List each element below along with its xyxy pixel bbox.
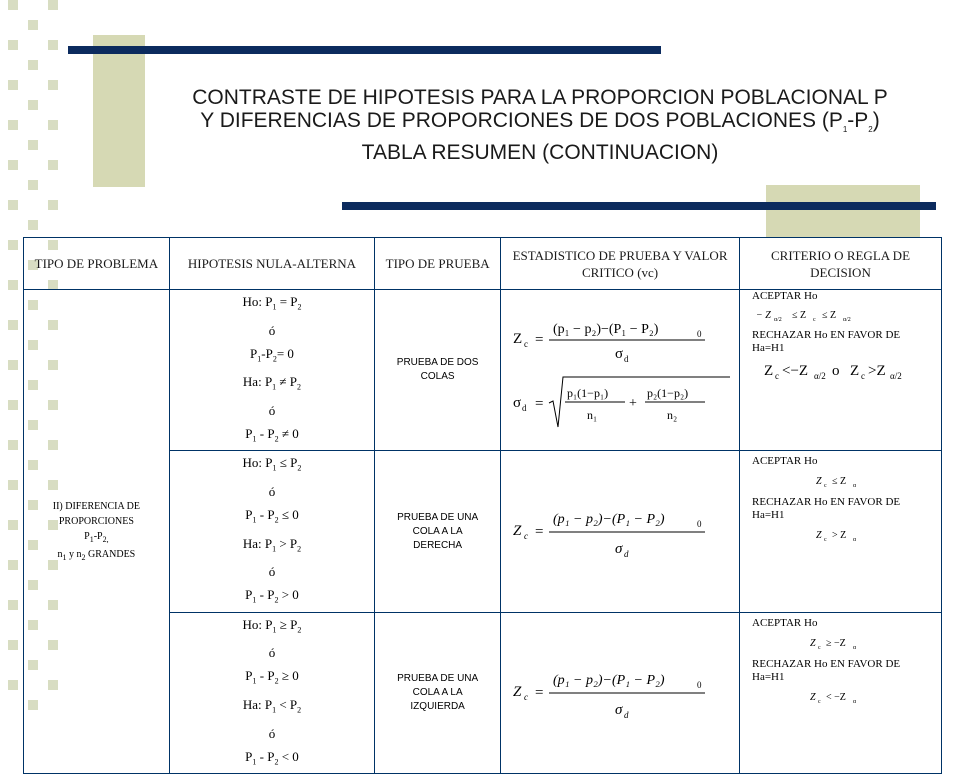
- svg-text:≤ Z: ≤ Z: [822, 310, 837, 321]
- statistic-formula-left-tail: [505, 656, 735, 726]
- hypothesis-line: ó: [268, 483, 276, 499]
- problem-line-3: $n_1$ y $n_2$ GRANDES: [57, 548, 136, 562]
- svg-text:c: c: [813, 317, 816, 323]
- strip-square: [8, 80, 18, 90]
- svg-text:c: c: [824, 483, 827, 490]
- strip-square: [8, 640, 18, 650]
- svg-text:α/2: α/2: [814, 371, 826, 381]
- strip-square: [8, 40, 18, 50]
- header-hipotesis: HIPOTESIS NULA-ALTERNA: [169, 238, 374, 290]
- svg-text:α: α: [853, 537, 857, 544]
- svg-text:(p₁ − p₂)−(P₁ − P₂): (p₁ − p₂)−(P₁ − P₂): [553, 511, 665, 527]
- strip-square: [28, 100, 38, 110]
- strip-square: [8, 480, 18, 490]
- svg-text:Z: Z: [816, 476, 822, 488]
- svg-text:α/2: α/2: [890, 371, 902, 381]
- svg-text:c: c: [524, 339, 529, 350]
- table-row: [24, 290, 942, 451]
- svg-text:< −Z: < −Z: [826, 691, 846, 703]
- strip-square: [28, 220, 38, 230]
- title-line-3: TABLA RESUMEN (CONTINUACION): [361, 141, 719, 165]
- svg-text:<−Z: <−Z: [782, 363, 809, 379]
- svg-text:Z: Z: [810, 637, 816, 649]
- svg-text:d: d: [522, 403, 527, 414]
- svg-text:n₂: n₂: [667, 408, 678, 423]
- svg-text:Z: Z: [513, 331, 523, 348]
- svg-text:o: o: [832, 363, 840, 379]
- hypothesis-line: Ha: $P_1 \ne P_2$: [242, 374, 302, 392]
- hypothesis-line: Ho: $P_1 = P_2$: [242, 294, 302, 312]
- olive-block-top: [93, 35, 145, 187]
- svg-text:p₂(1−p₂): p₂(1−p₂): [647, 386, 689, 401]
- strip-square: [8, 600, 18, 610]
- svg-text:0: 0: [697, 679, 702, 690]
- hypothesis-line: $P_1 - P_2 < 0$: [245, 748, 299, 767]
- strip-square: [8, 360, 18, 370]
- criterion-cell: [740, 612, 942, 773]
- hypothesis-line: ó: [268, 402, 276, 418]
- svg-text:Z: Z: [764, 363, 774, 379]
- svg-text:σ: σ: [615, 701, 623, 718]
- statistic-cell: [501, 451, 740, 612]
- svg-text:c: c: [775, 371, 780, 381]
- svg-text:σ: σ: [615, 346, 624, 363]
- svg-text:n₁: n₁: [587, 408, 598, 423]
- hypotheses-cell: [169, 290, 374, 451]
- strip-square: [28, 140, 38, 150]
- svg-text:α: α: [853, 483, 857, 490]
- header-tipo-problema: TIPO DE PROBLEMA: [24, 238, 170, 290]
- strip-square: [8, 240, 18, 250]
- navy-bar-top: [68, 46, 661, 54]
- accept-condition: [752, 468, 932, 492]
- header-criterio: CRITERIO O REGLA DE DECISION: [740, 238, 942, 290]
- svg-text:Z: Z: [513, 522, 522, 539]
- svg-text:=: =: [535, 684, 544, 701]
- svg-text:c: c: [524, 691, 529, 702]
- test-type-cell: PRUEBA DE DOS COLAS: [375, 290, 501, 451]
- strip-square: [8, 520, 18, 530]
- hypothesis-line: ó: [268, 564, 276, 580]
- svg-text:(p₁ − p₂)−(P₁ − P₂): (p₁ − p₂)−(P₁ − P₂): [553, 322, 659, 338]
- strip-square: [8, 160, 18, 170]
- strip-square: [8, 680, 18, 690]
- hypothesis-line: ó: [268, 645, 276, 661]
- reject-condition: [752, 684, 932, 708]
- statistic-cell: [501, 612, 740, 773]
- test-type-cell: PRUEBA DE UNA COLA A LA DERECHA: [375, 451, 501, 612]
- reject-condition: [752, 522, 932, 546]
- hypotheses-cell: [169, 612, 374, 773]
- strip-square: [8, 200, 18, 210]
- svg-text:Z: Z: [850, 363, 860, 379]
- svg-text:σ: σ: [615, 540, 623, 557]
- hypothesis-line: Ha: $P_1 > P_2$: [242, 535, 302, 554]
- accept-condition: [752, 303, 932, 325]
- test-type-cell: PRUEBA DE UNA COLA A LA IZQUIERDA: [375, 612, 501, 773]
- svg-text:α: α: [853, 644, 857, 651]
- svg-text:0: 0: [697, 518, 702, 529]
- svg-text:c: c: [818, 644, 821, 651]
- strip-square: [28, 180, 38, 190]
- svg-text:Z: Z: [513, 683, 522, 700]
- reject-label: RECHAZAR Ho EN FAVOR DE Ha=H1: [752, 496, 901, 522]
- svg-text:>Z: >Z: [868, 363, 886, 379]
- svg-text:− Z: − Z: [756, 310, 771, 321]
- strip-square: [8, 280, 18, 290]
- strip-square: [48, 0, 58, 10]
- strip-square: [8, 0, 18, 10]
- problem-line-1: II) DIFERENCIA DE PROPORCIONES: [52, 500, 140, 527]
- accept-label: ACEPTAR Ho: [752, 290, 818, 302]
- hypothesis-line: $P_1 - P_2 \ge 0$: [245, 668, 299, 686]
- strip-square: [48, 40, 58, 50]
- strip-square: [28, 60, 38, 70]
- reject-label: RECHAZAR Ho EN FAVOR DE Ha=H1: [752, 329, 901, 354]
- header-tipo-prueba: TIPO DE PRUEBA: [375, 238, 501, 290]
- svg-text:c: c: [824, 537, 827, 544]
- strip-square: [8, 560, 18, 570]
- problem-line-2: $P_1-P_{2,}$: [84, 530, 109, 544]
- title-line-1: CONTRASTE DE HIPOTESIS PARA LA PROPORCION POBLACIONAL P: [192, 86, 888, 109]
- svg-text:> Z: > Z: [832, 530, 847, 542]
- accept-label: ACEPTAR Ho: [752, 616, 818, 629]
- svg-text:≥ −Z: ≥ −Z: [826, 637, 846, 649]
- strip-square: [8, 320, 18, 330]
- hypothesis-line: ó: [268, 322, 276, 338]
- svg-text:α: α: [853, 698, 857, 705]
- strip-square: [48, 200, 58, 210]
- hypothesis-line: $P_1-P_2= 0$: [250, 345, 294, 364]
- header-row: [24, 238, 942, 290]
- svg-text:α/2: α/2: [843, 317, 851, 323]
- svg-text:c: c: [861, 371, 866, 381]
- svg-text:≤ Z: ≤ Z: [792, 310, 807, 321]
- hypotheses-cell: [169, 451, 374, 612]
- svg-text:α/2: α/2: [774, 317, 782, 323]
- svg-text:0: 0: [697, 329, 702, 340]
- statistic-formula-right-tail: [505, 495, 735, 565]
- navy-bar-right: [342, 202, 936, 210]
- svg-text:+: +: [629, 396, 637, 412]
- reject-condition: [752, 355, 932, 385]
- svg-text:c: c: [524, 530, 529, 541]
- reject-label: RECHAZAR Ho EN FAVOR DE Ha=H1: [752, 657, 901, 683]
- hypothesis-line: $P_1 - P_2 \ne 0$: [245, 425, 299, 444]
- svg-text:≤ Z: ≤ Z: [832, 476, 847, 488]
- olive-block-right: [766, 185, 920, 237]
- strip-square: [8, 440, 18, 450]
- summary-table: [23, 237, 942, 774]
- hypothesis-line: ó: [268, 725, 276, 741]
- accept-condition: [752, 630, 932, 654]
- strip-square: [28, 20, 38, 30]
- svg-text:d: d: [624, 709, 629, 720]
- svg-text:d: d: [624, 354, 629, 365]
- svg-text:p₁(1−p₁): p₁(1−p₁): [567, 386, 609, 401]
- strip-square: [48, 160, 58, 170]
- svg-text:=: =: [535, 332, 544, 349]
- svg-text:c: c: [818, 698, 821, 705]
- problem-type-cell: [24, 290, 170, 774]
- svg-text:(p₁ − p₂)−(P₁ − P₂): (p₁ − p₂)−(P₁ − P₂): [553, 672, 665, 688]
- strip-square: [8, 120, 18, 130]
- hypothesis-line: $P_1 - P_2 > 0$: [245, 587, 299, 605]
- svg-text:=: =: [535, 523, 544, 540]
- statistic-formula-two-tail: [505, 303, 735, 433]
- statistic-cell: [501, 290, 740, 451]
- hypothesis-line: $P_1 - P_2 \le 0$: [245, 506, 299, 525]
- hypothesis-line: Ho: $P_1 \ge P_2$: [242, 616, 302, 635]
- svg-text:σ: σ: [513, 395, 522, 412]
- criterion-cell: [740, 451, 942, 612]
- svg-text:Z: Z: [810, 691, 816, 703]
- page-title: [145, 86, 935, 164]
- header-estadistico: ESTADISTICO DE PRUEBA Y VALOR CRITICO (vc): [501, 238, 740, 290]
- svg-text:=: =: [535, 396, 544, 413]
- strip-square: [8, 400, 18, 410]
- hypothesis-line: Ha: $P_1 < P_2$: [242, 696, 302, 715]
- title-line-2: Y DIFERENCIAS DE PROPORCIONES DE DOS POBLACIONES $(P_1-P_2)$: [200, 109, 880, 135]
- svg-text:Z: Z: [816, 530, 822, 542]
- criterion-cell: [740, 290, 942, 451]
- accept-label: ACEPTAR Ho: [752, 455, 818, 468]
- strip-square: [48, 80, 58, 90]
- svg-text:d: d: [624, 548, 629, 559]
- hypothesis-line: Ho: $P_1 \le P_2$: [242, 455, 302, 473]
- strip-square: [48, 120, 58, 130]
